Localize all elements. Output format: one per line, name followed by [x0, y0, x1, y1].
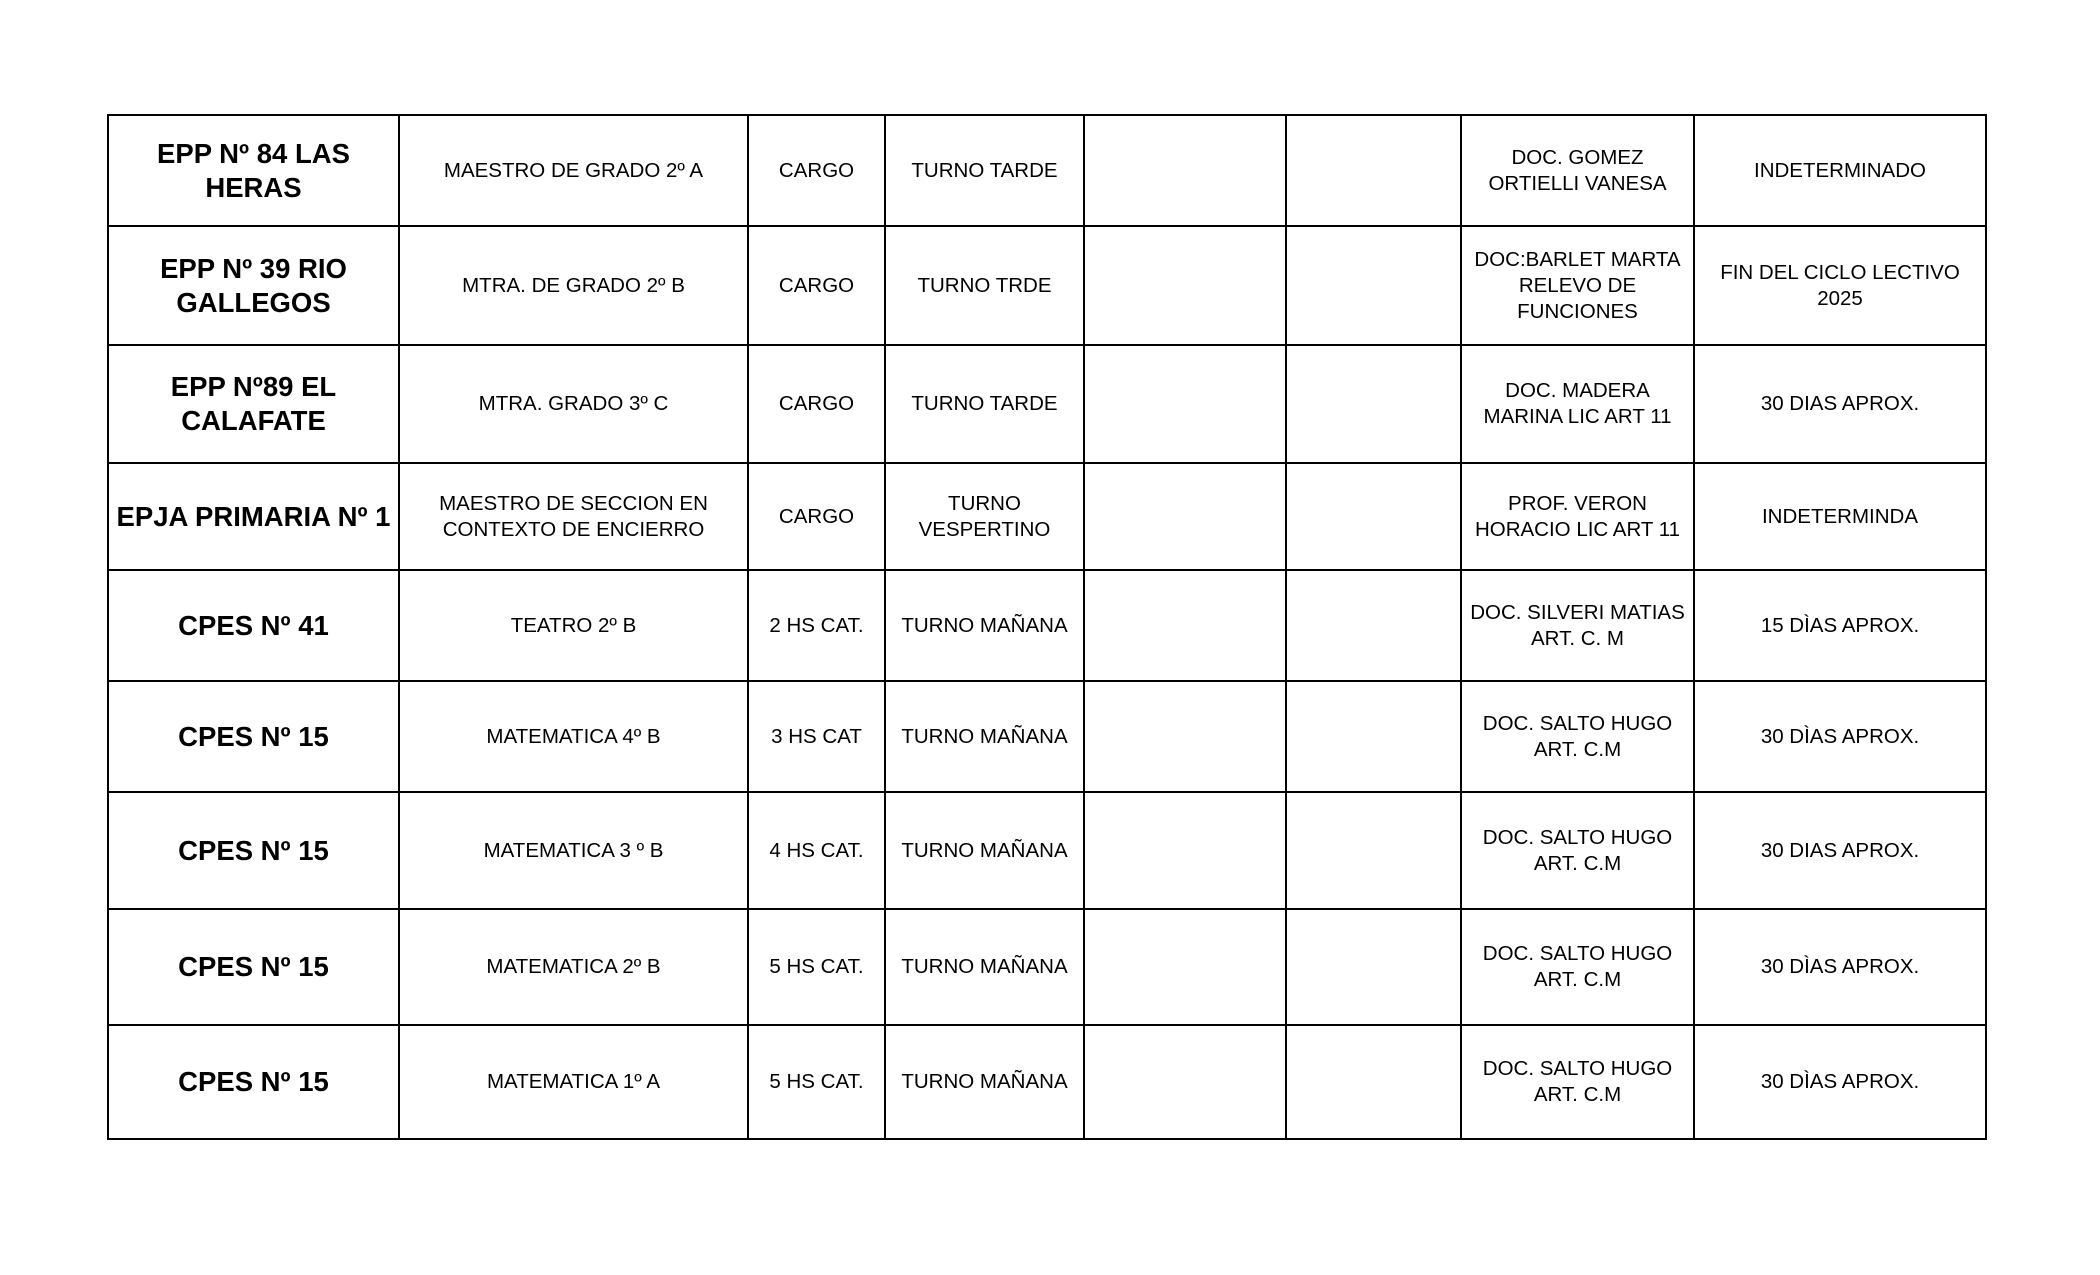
shift-cell: TURNO MAÑANA	[885, 570, 1084, 681]
empty-cell	[1286, 1025, 1461, 1139]
position-cell: TEATRO 2º B	[399, 570, 748, 681]
duration-cell: FIN DEL CICLO LECTIVO 2025	[1694, 226, 1986, 345]
type-cell: CARGO	[748, 345, 885, 463]
empty-cell	[1084, 1025, 1286, 1139]
table-row	[108, 1025, 1986, 1139]
empty-cell	[1084, 570, 1286, 681]
position-cell: MAESTRO DE GRADO 2º A	[399, 115, 748, 226]
replaces-cell: DOC. MADERA MARINA LIC ART 11	[1461, 345, 1694, 463]
position-cell: MATEMATICA 2º B	[399, 909, 748, 1025]
empty-cell	[1286, 909, 1461, 1025]
type-cell: 3 HS CAT	[748, 681, 885, 792]
table-row	[108, 570, 1986, 681]
vacancies-table	[107, 114, 1987, 1140]
duration-cell: 15 DÌAS APROX.	[1694, 570, 1986, 681]
school-cell: CPES Nº 15	[108, 681, 399, 792]
position-cell: MTRA. DE GRADO 2º B	[399, 226, 748, 345]
position-cell: MAESTRO DE SECCION EN CONTEXTO DE ENCIERRO	[399, 463, 748, 570]
duration-cell: 30 DÌAS APROX.	[1694, 681, 1986, 792]
table-row	[108, 463, 1986, 570]
position-cell: MATEMATICA 4º B	[399, 681, 748, 792]
shift-cell: TURNO TARDE	[885, 115, 1084, 226]
school-cell: CPES Nº 15	[108, 909, 399, 1025]
empty-cell	[1084, 792, 1286, 909]
empty-cell	[1286, 792, 1461, 909]
shift-cell: TURNO TRDE	[885, 226, 1084, 345]
duration-cell: INDETERMINDA	[1694, 463, 1986, 570]
table-row	[108, 792, 1986, 909]
empty-cell	[1286, 681, 1461, 792]
empty-cell	[1084, 226, 1286, 345]
school-cell: EPP Nº89 EL CALAFATE	[108, 345, 399, 463]
empty-cell	[1286, 345, 1461, 463]
empty-cell	[1084, 681, 1286, 792]
table-row	[108, 909, 1986, 1025]
duration-cell: 30 DIAS APROX.	[1694, 345, 1986, 463]
school-cell: CPES Nº 41	[108, 570, 399, 681]
school-cell: EPP Nº 84 LAS HERAS	[108, 115, 399, 226]
replaces-cell: DOC. SALTO HUGO ART. C.M	[1461, 681, 1694, 792]
shift-cell: TURNO VESPERTINO	[885, 463, 1084, 570]
position-cell: MTRA. GRADO 3º C	[399, 345, 748, 463]
type-cell: 4 HS CAT.	[748, 792, 885, 909]
shift-cell: TURNO MAÑANA	[885, 1025, 1084, 1139]
type-cell: CARGO	[748, 463, 885, 570]
empty-cell	[1286, 226, 1461, 345]
empty-cell	[1084, 345, 1286, 463]
table-row	[108, 226, 1986, 345]
replaces-cell: DOC. SALTO HUGO ART. C.M	[1461, 909, 1694, 1025]
empty-cell	[1286, 570, 1461, 681]
shift-cell: TURNO MAÑANA	[885, 681, 1084, 792]
school-cell: CPES Nº 15	[108, 792, 399, 909]
empty-cell	[1084, 463, 1286, 570]
table-row	[108, 681, 1986, 792]
type-cell: CARGO	[748, 115, 885, 226]
empty-cell	[1286, 115, 1461, 226]
type-cell: 5 HS CAT.	[748, 909, 885, 1025]
replaces-cell: DOC. SALTO HUGO ART. C.M	[1461, 792, 1694, 909]
empty-cell	[1084, 909, 1286, 1025]
replaces-cell: DOC. GOMEZ ORTIELLI VANESA	[1461, 115, 1694, 226]
replaces-cell: DOC:BARLET MARTA RELEVO DE FUNCIONES	[1461, 226, 1694, 345]
replaces-cell: DOC. SILVERI MATIAS ART. C. M	[1461, 570, 1694, 681]
position-cell: MATEMATICA 1º A	[399, 1025, 748, 1139]
duration-cell: INDETERMINADO	[1694, 115, 1986, 226]
replaces-cell: DOC. SALTO HUGO ART. C.M	[1461, 1025, 1694, 1139]
school-cell: EPP Nº 39 RIO GALLEGOS	[108, 226, 399, 345]
position-cell: MATEMATICA 3 º B	[399, 792, 748, 909]
duration-cell: 30 DIAS APROX.	[1694, 792, 1986, 909]
duration-cell: 30 DÌAS APROX.	[1694, 1025, 1986, 1139]
duration-cell: 30 DÌAS APROX.	[1694, 909, 1986, 1025]
school-cell: CPES Nº 15	[108, 1025, 399, 1139]
shift-cell: TURNO MAÑANA	[885, 792, 1084, 909]
table-row	[108, 115, 1986, 226]
shift-cell: TURNO MAÑANA	[885, 909, 1084, 1025]
type-cell: 2 HS CAT.	[748, 570, 885, 681]
type-cell: 5 HS CAT.	[748, 1025, 885, 1139]
table-body	[108, 115, 1986, 1139]
replaces-cell: PROF. VERON HORACIO LIC ART 11	[1461, 463, 1694, 570]
type-cell: CARGO	[748, 226, 885, 345]
empty-cell	[1084, 115, 1286, 226]
empty-cell	[1286, 463, 1461, 570]
school-cell: EPJA PRIMARIA Nº 1	[108, 463, 399, 570]
shift-cell: TURNO TARDE	[885, 345, 1084, 463]
table-row	[108, 345, 1986, 463]
